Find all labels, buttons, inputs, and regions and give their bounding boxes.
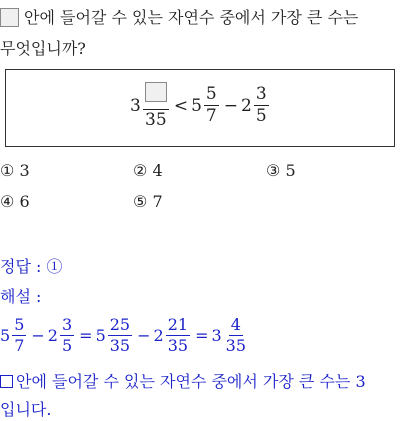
- choice-5[interactable]: [133, 191, 163, 213]
- choice-2[interactable]: [133, 160, 163, 182]
- blank-square-icon: [0, 375, 13, 388]
- inequality-expression: [130, 82, 271, 129]
- sol-fraction-3: $\frac{25}{35}$: [109, 315, 131, 355]
- sol-fraction-1: $\frac{5}{7}$: [14, 315, 25, 355]
- whole-1: 3: [130, 95, 141, 116]
- choice-value: 7: [152, 192, 163, 211]
- sol-fraction-4: $\frac{21}{35}$: [167, 315, 189, 355]
- choice-value: 6: [19, 192, 30, 211]
- choice-marker: ⑤: [133, 192, 148, 211]
- sol-whole-2: 2: [47, 326, 58, 345]
- answer-value: ①: [46, 257, 63, 276]
- whole-3: 2: [240, 95, 252, 116]
- sol-equals-1: =: [79, 326, 93, 345]
- solution-expression: [0, 317, 250, 354]
- choice-value: 4: [152, 161, 163, 180]
- sol-equals-2: =: [195, 326, 209, 345]
- fraction-2: [204, 86, 219, 125]
- choice-1[interactable]: [0, 160, 30, 182]
- question-text-2: 무엇입니까?: [0, 39, 86, 58]
- less-than-sign: <: [173, 95, 189, 116]
- sol-whole-1: 5: [0, 326, 11, 345]
- choice-4[interactable]: [0, 191, 30, 213]
- denominator-3: 5: [255, 106, 267, 126]
- whole-2: 5: [191, 95, 202, 116]
- sol-whole-3: 5: [95, 326, 106, 345]
- question-text-1: 안에 들어갈 수 있는 자연수 중에서 가장 큰 수는: [24, 8, 359, 27]
- minus-sign: −: [223, 95, 238, 116]
- fraction-3: [254, 86, 269, 125]
- answer-label: 정답 :: [0, 257, 42, 276]
- sol-whole-5: 3: [211, 326, 222, 345]
- choice-marker: ①: [0, 161, 15, 180]
- choice-marker: ②: [133, 161, 148, 180]
- denominator-1: 35: [145, 110, 167, 130]
- conclusion-text-1: 안에 들어갈 수 있는 자연수 중에서 가장 큰 수는 3: [16, 372, 366, 391]
- sol-minus-2: −: [137, 326, 151, 345]
- choice-value: 3: [19, 161, 30, 180]
- fraction-1: [143, 82, 169, 129]
- sol-whole-4: 2: [153, 326, 164, 345]
- conclusion-line-1: [0, 371, 366, 393]
- numerator-3: 3: [255, 84, 267, 104]
- conclusion-text-2: 입니다.: [0, 400, 52, 419]
- denominator-2: 7: [205, 106, 217, 126]
- choice-3[interactable]: [266, 160, 296, 182]
- answer-line: [0, 256, 63, 278]
- choice-marker: ④: [0, 192, 15, 211]
- explanation-label: 해설 :: [0, 287, 42, 306]
- sol-fraction-5: $\frac{4}{35}$: [225, 315, 247, 355]
- sol-minus-1: −: [31, 326, 45, 345]
- numerator-2: 5: [205, 84, 217, 104]
- sol-fraction-2: $\frac{3}{5}$: [61, 315, 73, 355]
- choice-value: 5: [285, 161, 296, 180]
- blank-box-icon: [145, 82, 167, 102]
- question-line-1: [0, 7, 358, 29]
- choice-marker: ③: [266, 161, 281, 180]
- blank-box-icon: [0, 8, 19, 27]
